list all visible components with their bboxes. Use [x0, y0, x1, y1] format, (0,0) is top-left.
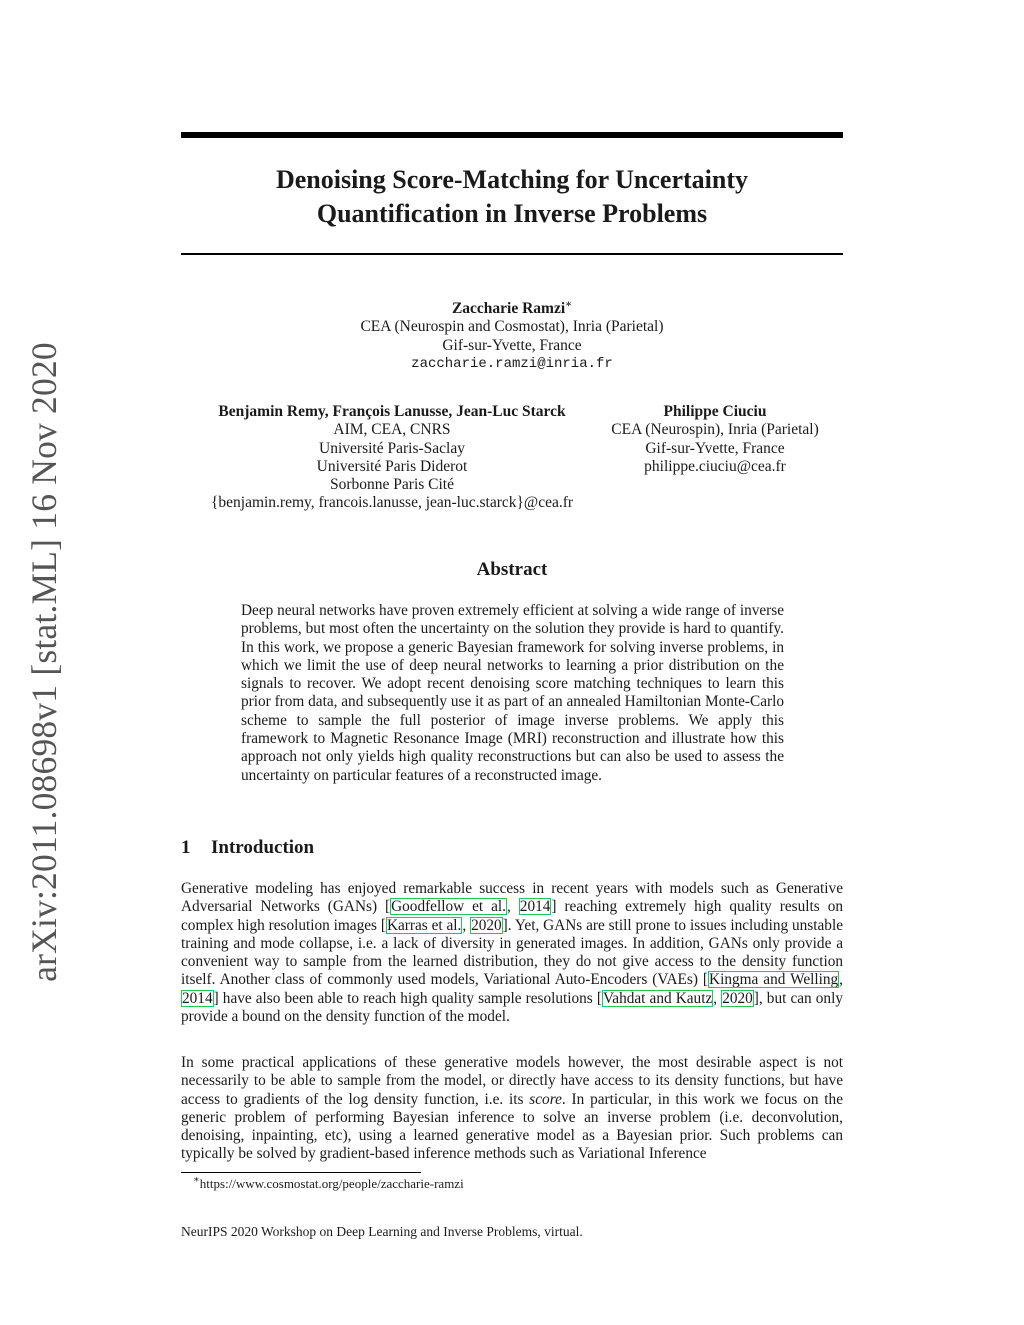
author-affiliation-1: AIM, CEA, CNRS	[333, 421, 451, 439]
author-location: Gif-sur-Yvette, France	[645, 439, 785, 457]
section-heading	[181, 837, 314, 859]
title-rule-bottom	[181, 253, 843, 255]
citation-link[interactable]: Karras et al.	[386, 916, 462, 934]
author-affiliation-3: Université Paris Diderot	[316, 457, 468, 475]
paper-title	[181, 163, 843, 231]
arxiv-id: arXiv:2011.08698v1 [stat.ML] 16 Nov 2020	[24, 342, 64, 982]
intro-paragraph-2: In some practical applications of these generative models however, the most desirable aspect is not necessarily to be able to sample from the model, or directly have access to its density functions, but have access to gradients of the log density function, i.e. its score. In particular, in this work we focus on the generic problem of performing Bayesian inference to solve an inverse problem (i.e. deconvolution, denoising, inpainting, etc), using a learned generative model as a Bayesian prior. Such problems can typically be solved by gradient-based inference methods such as Variational Inference	[181, 1054, 843, 1163]
title-rule-top	[181, 132, 843, 138]
footnote-mark: ∗	[193, 1174, 200, 1186]
abstract-heading: Abstract	[476, 559, 548, 580]
author-remy-lanusse-starck	[190, 403, 594, 513]
author-affiliation: CEA (Neurospin and Cosmostat), Inria (Parietal)	[360, 318, 664, 336]
footnote-url[interactable]: https://www.cosmostat.org/people/zaccharie-ramzi	[199, 1176, 464, 1191]
citation-year-link[interactable]: 2014	[182, 989, 213, 1007]
author-ciuciu	[594, 403, 836, 476]
author-affiliation-4: Sorbonne Paris Cité	[330, 476, 454, 494]
citation-year-link[interactable]: 2020	[722, 989, 753, 1007]
section-title: Introduction	[211, 837, 315, 858]
author-email[interactable]: philippe.ciuciu@cea.fr	[644, 457, 786, 475]
citation-link[interactable]: Goodfellow et al.	[391, 898, 506, 916]
intro-paragraph-1: Generative modeling has enjoyed remarkable success in recent years with models such as Generative Adversarial Networks (GANs) [Goodfellow et al., 2014] reaching extremely high quality results on complex high resolution images [Karras et al., 2020]. Yet, GANs are still prone to issues including unstable training and mode collapse, i.e. a lack of diversity in generated images. In addition, GANs only provide a convenient way to sample from the learned distribution, they do not give access to the density function itself. Another class of commonly used models, Variational Auto-Encoders (VAEs) [Kingma and Welling, 2014] have also been able to reach high quality sample resolutions [Vahdat and Kautz, 2020], but can only provide a bound on the density function of the model.	[181, 880, 843, 1026]
author-affiliation: CEA (Neurospin), Inria (Parietal)	[611, 421, 819, 439]
emphasis-score: score	[529, 1090, 562, 1108]
citation-year-link[interactable]: 2020	[471, 916, 502, 934]
author-ramzi	[181, 300, 843, 373]
author-email[interactable]: {benjamin.remy, francois.lanusse, jean-luc.starck}@cea.fr	[210, 494, 574, 512]
author-names: Benjamin Remy, François Lanusse, Jean-Luc Starck	[218, 403, 566, 420]
author-email[interactable]: zaccharie.ramzi@inria.fr	[411, 355, 613, 372]
citation-year-link[interactable]: 2014	[519, 898, 551, 916]
citation-link[interactable]: Vahdat and Kautz	[602, 989, 713, 1007]
author-name: Zaccharie Ramzi∗	[451, 298, 573, 317]
title-line-2: Quantification in Inverse Problems	[316, 199, 708, 228]
footnote-marker: ∗	[565, 298, 573, 310]
title-line-1: Denoising Score-Matching for Uncertainty	[275, 165, 749, 194]
section-number: 1	[181, 837, 191, 858]
author-affiliation-2: Université Paris-Saclay	[319, 439, 465, 457]
venue-note: NeurIPS 2020 Workshop on Deep Learning and Inverse Problems, virtual.	[181, 1224, 583, 1239]
footnote-rule	[181, 1172, 421, 1173]
author-name: Philippe Ciuciu	[663, 403, 767, 420]
author-location: Gif-sur-Yvette, France	[442, 336, 582, 354]
abstract-text: Deep neural networks have proven extremely efficient at solving a wide range of inverse problems, but most often the uncertainty on the solution they provide is hard to quantify. In this work, we propose a generic Bayesian framework for solving inverse problems, in which we limit the use of deep neural networks to learning a prior distribution on the signals to recover. We adopt recent denoising score matching techniques to learn this prior from data, and subsequently use it as part of an annealed Hamiltonian Monte-Carlo scheme to sample the full posterior of image inverse problems. We apply this framework to Magnetic Resonance Image (MRI) reconstruction and illustrate how this approach not only yields high quality reconstructions but can also be used to assess the uncertainty on particular features of a reconstructed image.	[241, 602, 784, 784]
citation-link[interactable]: Kingma and Welling	[709, 971, 839, 989]
footnote	[193, 1176, 464, 1192]
